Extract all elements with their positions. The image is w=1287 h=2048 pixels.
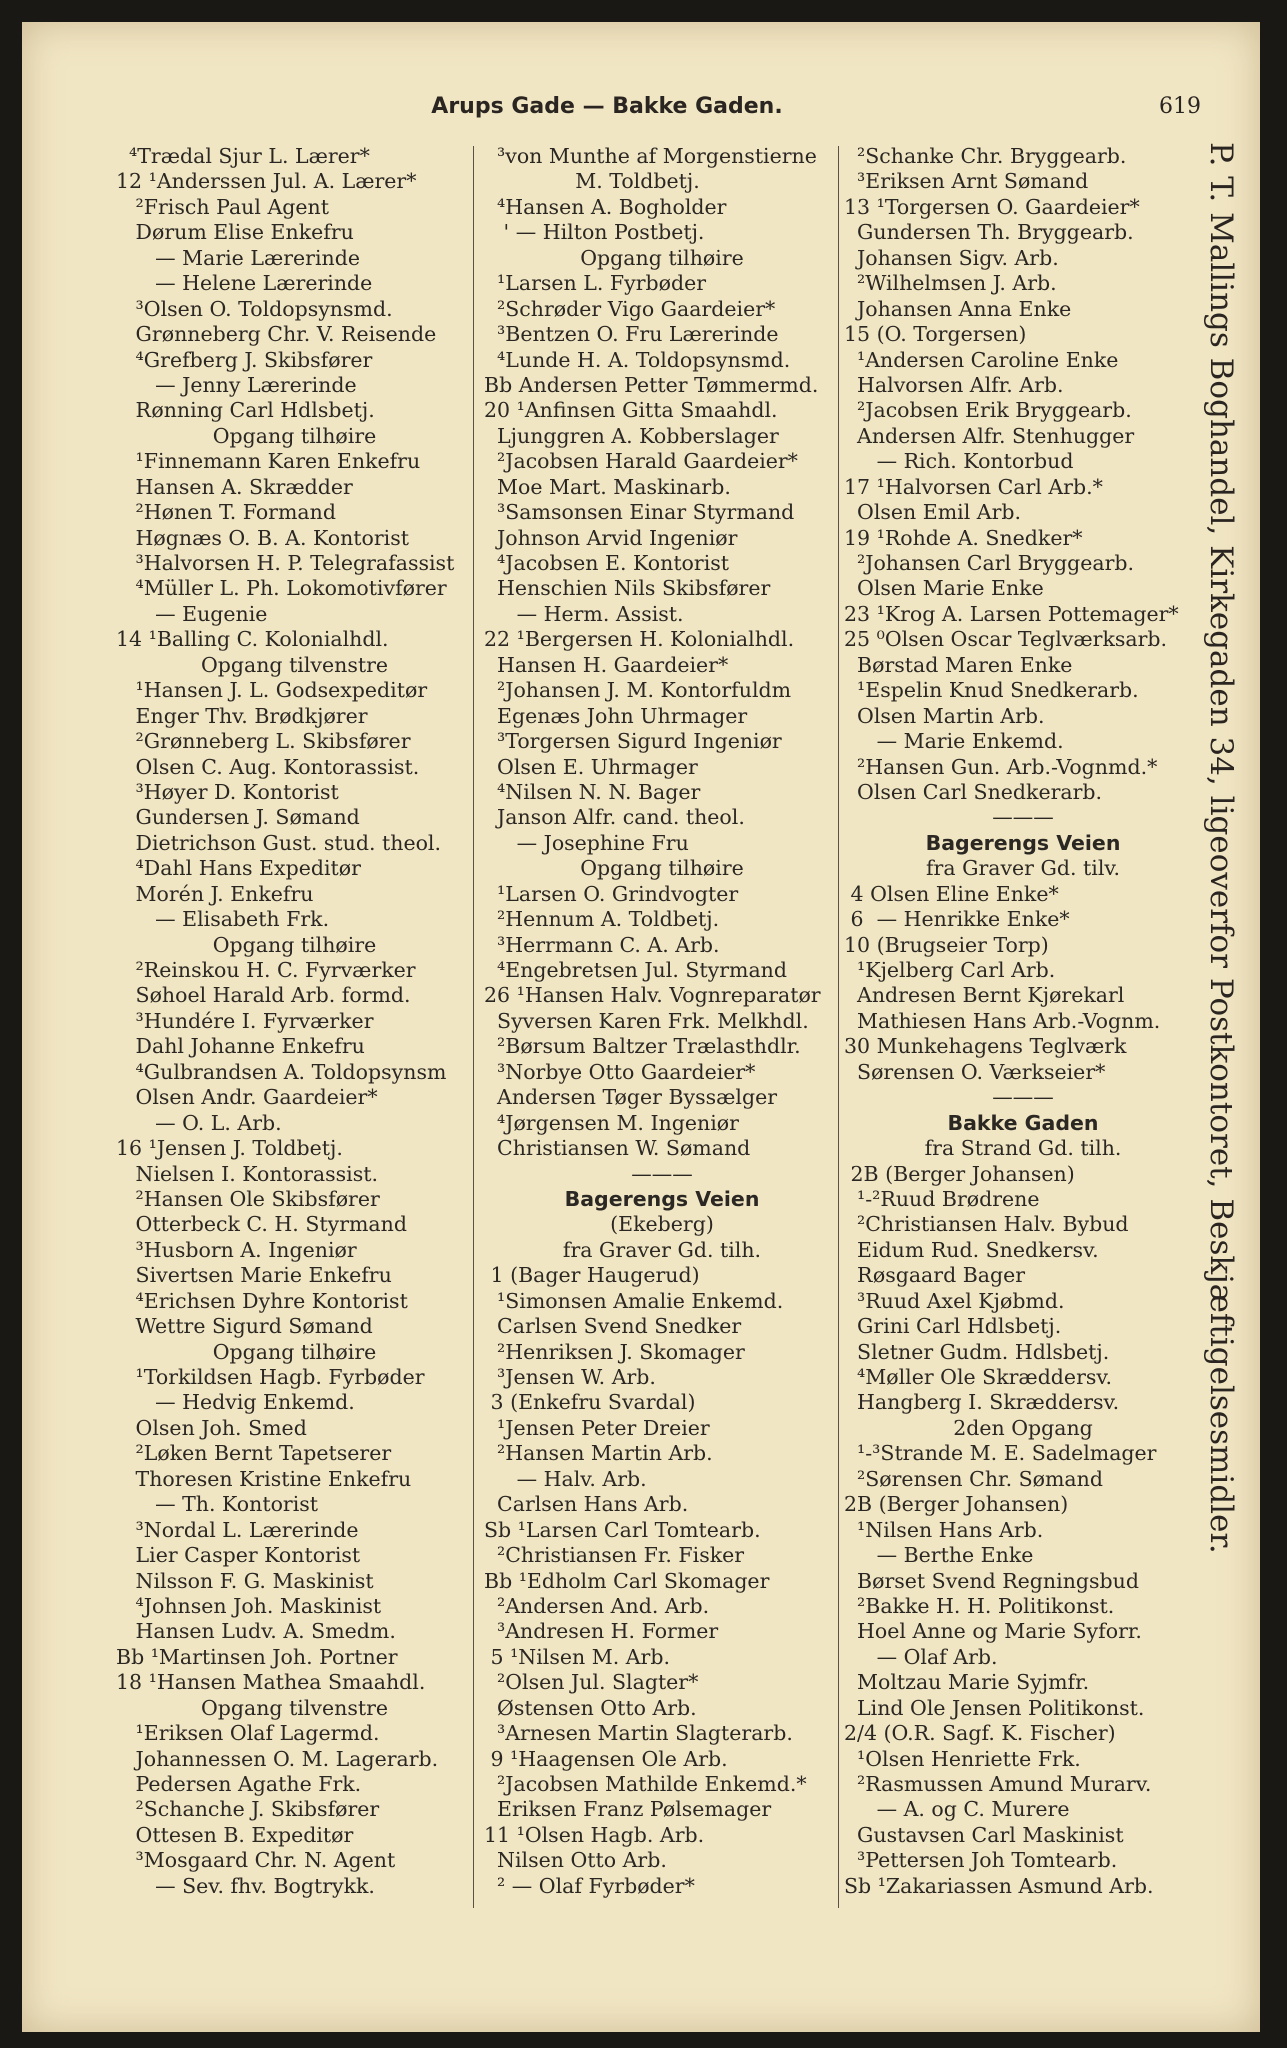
- directory-entry: ²Wilhelmsen J. Arb.: [844, 271, 1057, 296]
- directory-entry: ⁴Johnsen Joh. Maskinist: [116, 1593, 382, 1618]
- directory-entry: ¹Torkildsen Hagb. Fyrbøder: [116, 1365, 425, 1389]
- directory-entry: ¹Andersen Caroline Enke: [844, 347, 1119, 372]
- directory-entry: Østensen Otto Arb.: [484, 1695, 697, 1720]
- directory-entry: fra Graver Gd. tilv.: [925, 856, 1121, 881]
- directory-entry: — Halv. Arb.: [484, 1466, 647, 1491]
- directory-entry: ⁴Møller Ole Skræddersv.: [844, 1365, 1113, 1389]
- directory-entry: ⁴Jacobsen E. Kontorist: [484, 551, 730, 575]
- directory-entry: — O. L. Arb.: [116, 1110, 282, 1135]
- directory-entry: Carlsen Svend Snedker: [484, 1314, 742, 1339]
- directory-entry: Christiansen W. Sømand: [484, 1136, 751, 1161]
- directory-entry: ²Jacobsen Erik Bryggearb.: [844, 398, 1132, 423]
- directory-entry: Opgang tilhøire: [212, 423, 377, 448]
- directory-entry: Johnson Arvid Ingeniør: [484, 525, 738, 550]
- directory-entry: Syversen Karen Frk. Melkhdl.: [484, 1008, 809, 1033]
- directory-entry: ¹Larsen L. Fyrbøder: [484, 271, 707, 296]
- directory-entry: ⁴Engebretsen Jul. Styrmand: [484, 958, 787, 982]
- directory-entry: Moltzau Marie Syjmfr.: [844, 1670, 1090, 1695]
- directory-entry: ¹-²Ruud Brødrene: [844, 1186, 1040, 1211]
- column-divider: [473, 146, 474, 1908]
- directory-entry: Janson Alfr. cand. theol.: [484, 805, 745, 830]
- directory-entry: 2den Opgang: [953, 1415, 1093, 1440]
- directory-entry: ¹-³Strande M. E. Sadelmager: [844, 1441, 1157, 1466]
- directory-entry: Søhoel Harald Arb. formd.: [116, 983, 411, 1008]
- directory-entry: ² — Olaf Fyrbøder*: [484, 1873, 695, 1898]
- directory-entry: Moe Mart. Maskinarb.: [484, 474, 731, 499]
- directory-entry: ²Christiansen Halv. Bybud: [844, 1212, 1129, 1237]
- directory-entry: ¹Jensen Peter Dreier: [484, 1415, 710, 1440]
- directory-entry: ²Løken Bernt Tapetserer: [116, 1441, 392, 1466]
- directory-entry: ⁴Müller L. Ph. Lokomotivfører: [116, 576, 447, 601]
- directory-entry: 17 ¹Halvorsen Carl Arb.*: [844, 474, 1103, 499]
- directory-entry: Grønneberg Chr. V. Reisende: [116, 322, 437, 347]
- directory-entry: ²Hønen T. Formand: [116, 500, 336, 525]
- directory-entry: ²Hansen Martin Arb.: [484, 1441, 713, 1466]
- directory-entry: Opgang tilvenstre: [200, 652, 389, 677]
- directory-entry: Gundersen J. Sømand: [116, 805, 360, 830]
- directory-entry: ⁴Grefberg J. Skibsfører: [116, 347, 373, 372]
- directory-entry: ²Andersen And. Arb.: [484, 1593, 710, 1618]
- directory-entry: — Olaf Arb.: [844, 1644, 998, 1669]
- directory-entry: Nilsson F. G. Maskinist: [116, 1568, 374, 1593]
- directory-entry: ²Schanke Chr. Bryggearb.: [844, 144, 1127, 168]
- directory-entry: fra Strand Gd. tilh.: [924, 1136, 1122, 1161]
- directory-entry: ²Grønneberg L. Skibsfører: [116, 729, 411, 754]
- directory-entry: Olsen Martin Arb.: [844, 703, 1045, 728]
- directory-entry: Dørum Elise Enkefru: [116, 220, 354, 245]
- directory-entry: 14 ¹Balling C. Kolonialhdl.: [116, 627, 389, 652]
- directory-entry: Mathiesen Hans Arb.-Vognm.: [844, 1008, 1161, 1033]
- directory-entry: Otterbeck C. H. Styrmand: [116, 1212, 407, 1237]
- directory-entry: Dahl Johanne Enkefru: [116, 1034, 365, 1059]
- directory-entry: 30 Munkehagens Teglværk: [844, 1034, 1127, 1059]
- directory-entry: ' — Hilton Postbetj.: [484, 220, 705, 245]
- directory-entry: ⁴Hansen A. Bogholder: [484, 194, 727, 219]
- directory-entry: M. Toldbetj.: [484, 169, 700, 194]
- directory-entry: fra Graver Gd. tilh.: [562, 1237, 762, 1262]
- directory-entry: Hansen Ludv. A. Smedm.: [116, 1619, 396, 1644]
- directory-entry: ²Bakke H. H. Politikonst.: [844, 1593, 1115, 1618]
- directory-entry: Pedersen Agathe Frk.: [116, 1772, 362, 1796]
- directory-entry: ³Herrmann C. A. Arb.: [484, 932, 720, 957]
- directory-entry: ³Høyer D. Kontorist: [116, 779, 339, 804]
- directory-entry: ———: [631, 1161, 693, 1186]
- directory-entry: 5 ¹Nilsen M. Arb.: [484, 1644, 670, 1669]
- directory-entry: ⁴Dahl Hans Expeditør: [116, 856, 361, 881]
- directory-entry: ²Jacobsen Harald Gaardeier*: [484, 449, 798, 474]
- directory-entry: Andersen Tøger Byssælger: [484, 1085, 778, 1110]
- directory-entry: ⁴Gulbrandsen A. Toldopsynsm: [116, 1059, 447, 1084]
- directory-entry: 9 ¹Haagensen Ole Arb.: [484, 1746, 728, 1771]
- directory-entry: Dietrichson Gust. stud. theol.: [116, 830, 442, 855]
- directory-entry: Olsen Andr. Gaardeier*: [116, 1085, 378, 1110]
- directory-entry: 2/4 (O.R. Sagf. K. Fischer): [844, 1721, 1116, 1746]
- directory-entry: 13 ¹Torgersen O. Gaardeier*: [844, 194, 1140, 219]
- directory-entry: Røsgaard Bager: [844, 1263, 1026, 1288]
- directory-entry: Bagerengs Veien: [564, 1186, 760, 1211]
- column-3: [844, 144, 1202, 1899]
- directory-entry: ²Johansen J. M. Kontorfuldm: [484, 678, 792, 703]
- directory-entry: ¹Nilsen Hans Arb.: [844, 1517, 1044, 1542]
- directory-entry: Hangberg I. Skræddersv.: [844, 1390, 1120, 1415]
- directory-entry: Bb ¹Martinsen Joh. Portner: [116, 1644, 398, 1669]
- column-1: [116, 144, 473, 1899]
- directory-entry: ²Christiansen Fr. Fisker: [484, 1543, 745, 1568]
- directory-entry: ²Børsum Baltzer Trælasthdlr.: [484, 1034, 801, 1059]
- page-title: Arups Gade — Bakke Gaden.: [431, 94, 783, 119]
- directory-entry: ³Olsen O. Toldopsynsmd.: [116, 296, 393, 321]
- directory-entry: ²Hansen Gun. Arb.-Vognmd.*: [844, 754, 1158, 779]
- directory-entry: — Josephine Fru: [484, 830, 689, 855]
- directory-entry: ²Jacobsen Mathilde Enkemd.*: [484, 1772, 807, 1796]
- directory-entry: Bb ¹Edholm Carl Skomager: [484, 1568, 770, 1593]
- directory-entry: Henschien Nils Skibsfører: [484, 576, 771, 601]
- directory-entry: Olsen Carl Snedkerarb.: [844, 779, 1103, 804]
- directory-entry: Opgang tilhøire: [212, 1339, 377, 1364]
- directory-entry: 20 ¹Anfinsen Gitta Smaahdl.: [484, 398, 778, 423]
- directory-entry: — Rich. Kontorbud: [844, 449, 1074, 474]
- directory-entry: Eriksen Franz Pølsemager: [484, 1797, 772, 1822]
- directory-entry: Gundersen Th. Bryggearb.: [844, 220, 1134, 245]
- directory-entry: Nilsen Otto Arb.: [484, 1848, 667, 1873]
- directory-entry: Hoel Anne og Marie Syforr.: [844, 1619, 1142, 1644]
- directory-entry: — Hedvig Enkemd.: [116, 1390, 355, 1415]
- directory-entry: Sletner Gudm. Hdlsbetj.: [844, 1339, 1110, 1364]
- directory-entry: Olsen E. Uhrmager: [484, 754, 698, 779]
- directory-entry: ⁴Jørgensen M. Ingeniør: [484, 1110, 739, 1135]
- directory-entry: ¹Finnemann Karen Enkefru: [116, 449, 421, 474]
- directory-entry: ⁴Lunde H. A. Toldopsynsmd.: [484, 347, 791, 372]
- directory-entry: Johannessen O. M. Lagerarb.: [116, 1746, 439, 1771]
- directory-entry: (Ekeberg): [610, 1212, 714, 1237]
- directory-entry: Enger Thv. Brødkjører: [116, 703, 368, 728]
- directory-entry: Andresen Bernt Kjørekarl: [844, 983, 1125, 1008]
- directory-entry: ¹Simonsen Amalie Enkemd.: [484, 1288, 784, 1313]
- directory-entry: Olsen C. Aug. Kontorassist.: [116, 754, 420, 779]
- directory-entry: ²Schrøder Vigo Gaardeier*: [484, 296, 776, 321]
- directory-entry: 18 ¹Hansen Mathea Smaahdl.: [116, 1670, 426, 1695]
- directory-entry: 2B (Berger Johansen): [844, 1492, 1069, 1517]
- advertisement-text: P. T. Mallings Boghandel, Kirkegaden 34, ligeoverfor Postkontoret, Beskjæftigelsesmidler.: [1203, 142, 1239, 1554]
- directory-entry: ²Reinskou H. C. Fyrværker: [116, 958, 416, 982]
- directory-entry: ²Hennum A. Toldbetj.: [484, 907, 720, 932]
- directory-entry: Bb Andersen Petter Tømmermd.: [484, 372, 819, 397]
- directory-entry: ³Husborn A. Ingeniør: [116, 1237, 357, 1262]
- directory-entry: 25 ⁰Olsen Oscar Teglværksarb.: [844, 627, 1168, 652]
- directory-entry: Eidum Rud. Snedkersv.: [844, 1237, 1099, 1262]
- column-divider: [838, 146, 839, 1908]
- directory-entry: ¹Eriksen Olaf Lagermd.: [116, 1721, 380, 1746]
- directory-entry: — Marie Enkemd.: [844, 729, 1064, 754]
- directory-entry: ¹Espelin Knud Snedkerarb.: [844, 678, 1139, 703]
- directory-page: [22, 22, 1260, 2032]
- directory-entry: ²Sørensen Chr. Sømand: [844, 1466, 1103, 1491]
- directory-entry: ²Schanche J. Skibsfører: [116, 1797, 380, 1822]
- directory-entry: Olsen Emil Arb.: [844, 500, 1022, 525]
- directory-entry: Høgnæs O. B. A. Kontorist: [116, 525, 409, 550]
- directory-entry: ²Hansen Ole Skibsfører: [116, 1186, 380, 1211]
- directory-entry: ⁴Trædal Sjur L. Lærer*: [116, 144, 370, 168]
- directory-entry: Hansen A. Skrædder: [116, 474, 353, 499]
- directory-entry: — A. og C. Murere: [844, 1797, 1070, 1822]
- directory-entry: ²Johansen Carl Bryggearb.: [844, 551, 1135, 575]
- advertisement-sidebar: [1203, 142, 1261, 1662]
- directory-entry: ¹Olsen Henriette Frk.: [844, 1746, 1081, 1771]
- directory-entry: ³Eriksen Arnt Sømand: [844, 169, 1089, 194]
- column-2: [484, 144, 840, 1899]
- directory-entry: ———: [992, 1085, 1054, 1110]
- directory-entry: ²Henriksen J. Skomager: [484, 1339, 745, 1364]
- directory-entry: ⁴Erichsen Dyhre Kontorist: [116, 1288, 408, 1313]
- directory-entry: — Berthe Enke: [844, 1543, 1034, 1568]
- directory-entry: Opgang tilhøire: [212, 932, 377, 957]
- directory-entry: ¹Larsen O. Grindvogter: [484, 881, 739, 906]
- directory-entry: Opgang tilvenstre: [200, 1695, 389, 1720]
- directory-entry: 15 (O. Torgersen): [844, 322, 1027, 347]
- directory-entry: Rønning Carl Hdlsbetj.: [116, 398, 375, 423]
- directory-entry: Gustavsen Carl Maskinist: [844, 1822, 1124, 1847]
- directory-entry: Halvorsen Alfr. Arb.: [844, 372, 1064, 397]
- directory-entry: ³Pettersen Joh Tomtearb.: [844, 1848, 1118, 1873]
- directory-entry: — Th. Kontorist: [116, 1492, 319, 1517]
- directory-entry: Opgang tilhøire: [580, 856, 744, 881]
- directory-entry: — Eugenie: [116, 601, 268, 626]
- directory-entry: Bakke Gaden: [947, 1110, 1099, 1135]
- directory-entry: Sb ¹Zakariassen Asmund Arb.: [844, 1873, 1154, 1898]
- directory-entry: Johansen Sigv. Arb.: [844, 245, 1059, 270]
- directory-entry: Johansen Anna Enke: [844, 296, 1072, 321]
- directory-entry: Lind Ole Jensen Politikonst.: [844, 1695, 1145, 1720]
- directory-entry: 3 (Enkefru Svardal): [484, 1390, 696, 1415]
- directory-entry: ³Halvorsen H. P. Telegrafassist: [116, 551, 455, 575]
- directory-entry: Lier Casper Kontorist: [116, 1543, 361, 1568]
- directory-entry: ³Mosgaard Chr. N. Agent: [116, 1848, 396, 1873]
- directory-entry: Børset Svend Regningsbud: [844, 1568, 1139, 1593]
- directory-entry: ³Torgersen Sigurd Ingeniør: [484, 729, 782, 754]
- directory-entry: Sivertsen Marie Enkefru: [116, 1263, 392, 1288]
- page-number: 619: [1159, 94, 1201, 119]
- directory-entry: ³Arnesen Martin Slagterarb.: [484, 1721, 793, 1746]
- directory-entry: 12 ¹Anderssen Jul. A. Lærer*: [116, 169, 417, 194]
- directory-entry: Egenæs John Uhrmager: [484, 703, 748, 728]
- directory-entry: ³Samsonsen Einar Styrmand: [484, 500, 795, 525]
- directory-entry: Thoresen Kristine Enkefru: [116, 1466, 412, 1491]
- directory-entry: Olsen Marie Enke: [844, 576, 1044, 601]
- directory-entry: ²Rasmussen Amund Murarv.: [844, 1772, 1152, 1796]
- directory-entry: 6 — Henrikke Enke*: [844, 907, 1070, 932]
- directory-entry: — Sev. fhv. Bogtrykk.: [116, 1873, 375, 1898]
- directory-entry: ———: [992, 805, 1054, 830]
- directory-entry: Grini Carl Hdlsbetj.: [844, 1314, 1062, 1339]
- directory-entry: 1 (Bager Haugerud): [484, 1263, 700, 1288]
- directory-entry: — Helene Lærerinde: [116, 271, 373, 296]
- directory-entry: Sb ¹Larsen Carl Tomtearb.: [484, 1517, 761, 1542]
- directory-entry: Andersen Alfr. Stenhugger: [844, 423, 1135, 448]
- directory-entry: Sørensen O. Værkseier*: [844, 1059, 1106, 1084]
- directory-entry: ¹Hansen J. L. Godsexpeditør: [116, 678, 428, 703]
- directory-entry: ²Frisch Paul Agent: [116, 194, 329, 219]
- directory-entry: — Elisabeth Frk.: [116, 907, 330, 932]
- directory-entry: 2B (Berger Johansen): [844, 1161, 1075, 1186]
- directory-entry: ³Jensen W. Arb.: [484, 1365, 656, 1389]
- directory-entry: ³Hundére I. Fyrværker: [116, 1008, 374, 1033]
- directory-entry: Olsen Joh. Smed: [116, 1415, 307, 1440]
- directory-entry: Wettre Sigurd Sømand: [116, 1314, 373, 1339]
- directory-entry: ³Norbye Otto Gaardeier*: [484, 1059, 756, 1084]
- directory-entry: 4 Olsen Eline Enke*: [844, 881, 1059, 906]
- directory-entry: — Jenny Lærerinde: [116, 372, 357, 397]
- directory-entry: ³von Munthe af Morgenstierne: [484, 144, 817, 168]
- directory-entry: — Herm. Assist.: [484, 601, 684, 626]
- directory-entry: ²Olsen Jul. Slagter*: [484, 1670, 699, 1695]
- directory-entry: Ljunggren A. Kobberslager: [484, 423, 779, 448]
- directory-entry: 11 ¹Olsen Hagb. Arb.: [484, 1822, 705, 1847]
- directory-entry: ³Ruud Axel Kjøbmd.: [844, 1288, 1065, 1313]
- directory-entry: Bagerengs Veien: [925, 830, 1121, 855]
- directory-entry: 16 ¹Jensen J. Toldbetj.: [116, 1136, 343, 1161]
- directory-entry: 26 ¹Hansen Halv. Vognreparatør: [484, 983, 821, 1008]
- directory-entry: Hansen H. Gaardeier*: [484, 652, 729, 677]
- directory-entry: 19 ¹Rohde A. Snedker*: [844, 525, 1083, 550]
- directory-entry: — Marie Lærerinde: [116, 245, 360, 270]
- directory-entry: 22 ¹Bergersen H. Kolonialhdl.: [484, 627, 795, 652]
- directory-entry: Børstad Maren Enke: [844, 652, 1073, 677]
- directory-entry: Carlsen Hans Arb.: [484, 1492, 689, 1517]
- directory-entry: ¹Kjelberg Carl Arb.: [844, 958, 1056, 982]
- directory-entry: 23 ¹Krog A. Larsen Pottemager*: [844, 601, 1179, 626]
- directory-entry: Morén J. Enkefru: [116, 881, 314, 906]
- directory-entry: ⁴Nilsen N. N. Bager: [484, 779, 701, 804]
- directory-entry: ³Nordal L. Lærerinde: [116, 1517, 359, 1542]
- directory-entry: ³Bentzen O. Fru Lærerinde: [484, 322, 779, 347]
- directory-entry: Nielsen I. Kontorassist.: [116, 1161, 379, 1186]
- directory-entry: Opgang tilhøire: [580, 245, 744, 270]
- directory-entry: Ottesen B. Expeditør: [116, 1822, 354, 1847]
- directory-entry: ³Andresen H. Former: [484, 1619, 719, 1644]
- directory-entry: 10 (Brugseier Torp): [844, 932, 1049, 957]
